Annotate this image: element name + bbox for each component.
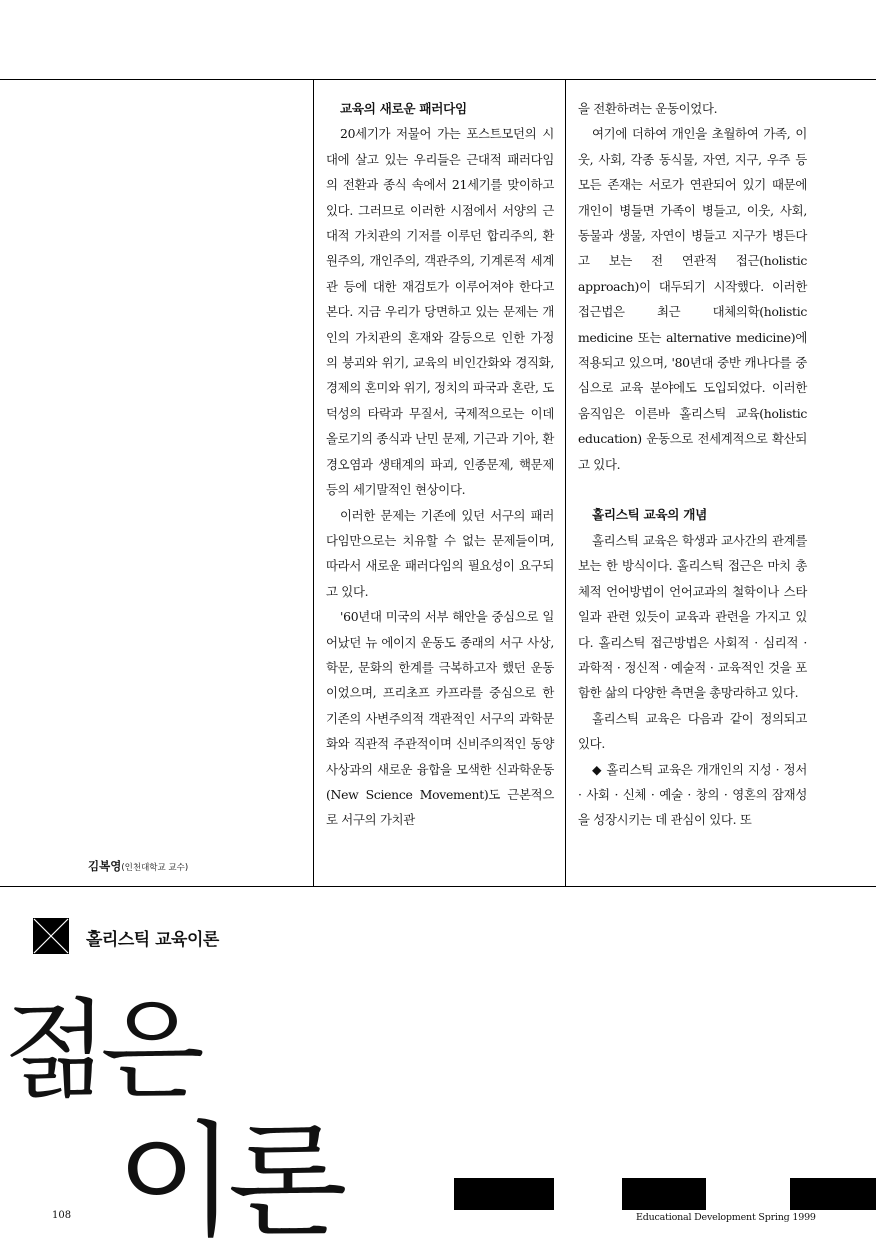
author-affiliation: (인천대학교 교수) <box>121 863 189 873</box>
author-name: 김복영 <box>88 859 122 873</box>
paragraph: 홀리스틱 교육은 다음과 같이 정의되고 있다. <box>578 710 807 752</box>
paragraph: 홀리스틱 교육은 학생과 교사간의 관계를 보는 한 방식이다. 홀리스틱 접근은 마치 총체적 언어방법이 언어교과의 철학이나 스타일과 관련 있듯이 교육과 관련을 가지고 있다. 홀리스틱 접근방법은 사회적 · 심리적 · 과학적 · 정신적 · 예술적 · 교육적인 것을 포함한 삶의 다양한 측면을 총망라하고 있다. <box>578 532 807 701</box>
section-title: 홀리스틱 교육이론 <box>86 930 219 950</box>
paragraph: '60년대 미국의 서부 해안을 중심으로 일어났던 뉴 에이지 운동도 종래의 서구 사상, 학문, 문화의 한계를 극복하고자 했던 운동이었으며, 프리초프 카프라를 중심으로 한 기존의 사변주의적 객관적인 서구의 과학문화와 직관적 주관적이며 신비주의적인 동양사상과의 새로운 융합을 모색한 신과학운동(New Science Movement)도 근본적으로 서구의 가치관 <box>326 609 554 828</box>
top-rule <box>0 79 876 80</box>
bullet-paragraph: ◆ 홀리스틱 교육은 개개인의 지성 · 정서 · 사회 · 신체 · 예술 · 창의 · 영혼의 잠재성을 성장시키는 데 관심이 있다. 또 <box>578 761 807 828</box>
paragraph: 을 전환하려는 운동이었다. <box>578 101 718 116</box>
display-title-line-2: 이론 <box>116 1110 340 1254</box>
decorative-bar-3 <box>790 1178 876 1210</box>
paragraph: 20세기가 저물어 가는 포스트모던의 시대에 살고 있는 우리들은 근대적 패러다임의 전환과 종식 속에서 21세기를 맞이하고 있다. 그러므로 이러한 시점에서 서양의 근대적 가치관의 기저를 이루던 합리주의, 환원주의, 개인주의, 객관주의, 기계론적 세계관 등에 대한 재검토가 이루어져야 한다고 본다. 지금 우리가 당면하고 있는 문제는 개인의 가치관의 혼재와 갈등으로 인한 가정의 붕괴와 위기, 교육의 비인간화와 경직화, 경제의 혼미와 위기, 정치의 파국과 혼란, 도덕성의 타락과 무질서, 국제적으로는 이데올로기의 종식과 난민 문제, 기근과 기아, 환경오염과 생태계의 파괴, 인종문제, 핵문제 등의 세기말적인 현상이다. <box>326 126 554 498</box>
cross-mark-icon <box>33 918 69 954</box>
decorative-bar-1 <box>454 1178 554 1210</box>
paragraph-gap <box>578 477 807 502</box>
column-divider-left <box>313 80 314 886</box>
decorative-bar-2 <box>622 1178 706 1210</box>
page-number: 108 <box>52 1210 72 1221</box>
section-heading: 홀리스틱 교육의 개념 <box>592 507 707 523</box>
author-byline <box>88 858 188 874</box>
paragraph: 여기에 더하여 개인을 초월하여 가족, 이웃, 사회, 각종 동식물, 자연, 지구, 우주 등 모든 존재는 서로가 연관되어 있기 때문에 개인이 병들면 가족이 병들고, 이웃, 사회, 동물과 생물, 자연이 병들고 지구가 병든다고 보는 전 연관적 접근(holistic approach)이 대두되기 시작했다. 이러한 접근법은 최근 대체의학(holistic medicine 또는 alternative medicine)에 적용되고 있으며, '80년대 중반 캐나다를 중심으로 교육 분야에도 도입되었다. 이러한 움직임은 이른바 홀리스틱 교육(holistic education) 운동으로 전세계적으로 확산되고 있다. <box>578 126 807 472</box>
journal-footer: Educational Development Spring 1999 <box>636 1212 816 1223</box>
display-title-line-1: 젊은 <box>4 989 197 1114</box>
bottom-rule <box>0 886 876 887</box>
article-column-1 <box>326 96 554 833</box>
article-column-2 <box>578 96 807 833</box>
paragraph: 이러한 문제는 기존에 있던 서구의 패러다임만으로는 치유할 수 없는 문제들이며, 따라서 새로운 패러다임의 필요성이 요구되고 있다. <box>326 507 554 599</box>
section-heading: 교육의 새로운 패러다임 <box>340 101 467 116</box>
section-box-icon <box>33 918 69 954</box>
column-divider-right <box>565 80 566 886</box>
